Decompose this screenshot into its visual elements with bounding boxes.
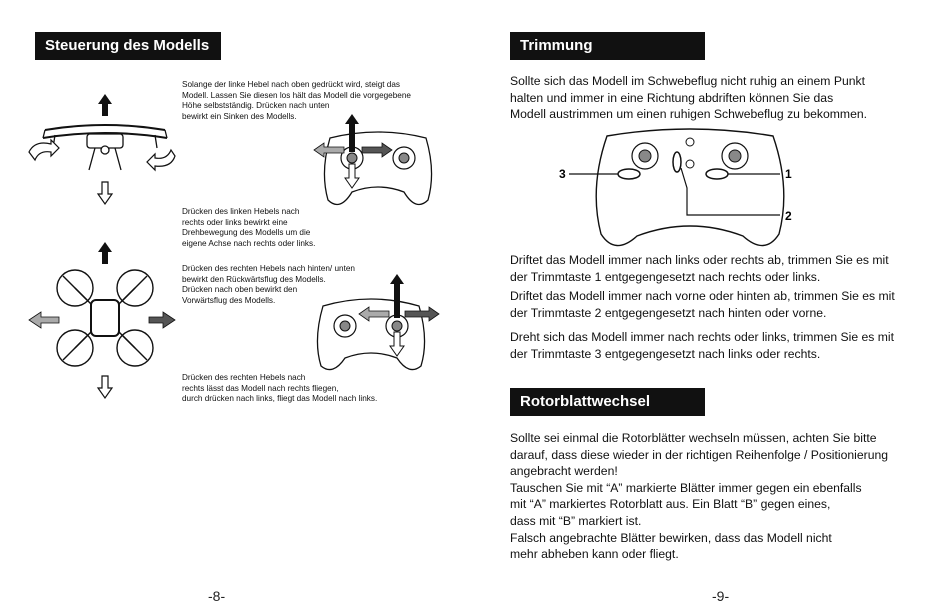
callout-3: 3: [559, 167, 566, 181]
arrow-up-icon: [98, 242, 112, 264]
callout-2: 2: [785, 209, 792, 223]
trim-intro-text: Sollte sich das Modell im Schwebeflug nicht ruhig an einem Punkt halten und immer in eine Richtung abdriften können Sie das Modell austrimmen um einen ruhigen Schwebeflug zu bekommen.: [510, 74, 868, 122]
text-block-yaw: Drücken des linken Hebels nach rechts oder links bewirkt eine Drehbewegung des Modells um die eigene Achse nach rechts oder links.: [182, 207, 316, 248]
rotor-text: Sollte sei einmal die Rotorblätter wechseln müssen, achten Sie bitte darauf, dass diese wieder in der richtigen Reihenfolge / Positionierung angebracht werden! Tauschen Sie mit “A” markierte Blätter immer gegen ein ebenfalls mit “A” markiertes Rotorblatt aus. Ein Blatt “B” gegen eines, dass mit “B” markiert ist. Falsch angebrachte Blätter bewirken, dass das Modell nicht mehr abheben kann oder fliegt.: [510, 431, 889, 562]
trim-paragraph-3: Dreht sich das Modell immer nach rechts oder links, trimmen Sie es mit der Trimmtaste 3 entgegengesetzt nach links oder rechts.: [510, 330, 895, 361]
rotate-left-icon: [29, 140, 59, 160]
text-block-throttle: Solange der linke Hebel nach oben gedrückt wird, steigt das Modell. Lassen Sie diesen los hält das Modell die vorgegebene Höhe selbstständig. Drücken nach unten bewirkt ein Sinken des Modells.: [182, 80, 411, 121]
section-title-rotorblattwechsel: Rotorblattwechsel: [510, 388, 705, 416]
arrow-up-icon: [98, 94, 112, 116]
section-title-trimmung: Trimmung: [510, 32, 705, 60]
arrow-down-icon: [98, 182, 112, 204]
controller-right-stick-illustration: [305, 274, 455, 379]
arrow-left-icon: [29, 312, 59, 328]
text-block-roll: Drücken des rechten Hebels nach rechts lässt das Modell nach rechts fliegen, durch drücken nach links, fliegt das Modell nach links.: [182, 373, 378, 404]
trim-paragraph-2: Driftet das Modell immer nach vorne oder hinten ab, trimmen Sie es mit der Trimmtaste 2 entgegengesetzt nach hinten oder vorne.: [510, 289, 895, 320]
drone-top-illustration: [25, 240, 190, 400]
arrow-down-icon: [98, 376, 112, 398]
page-right: [475, 0, 950, 612]
rotate-right-icon: [147, 150, 175, 170]
arrow-right-icon: [149, 312, 175, 328]
controller-trim-illustration: [559, 128, 805, 258]
controller-left-stick-illustration: [308, 112, 448, 217]
trim-paragraph-1: Driftet das Modell immer nach links oder rechts ab, trimmen Sie es mit der Trimmtaste 1 entgegengesetzt nach rechts oder links.: [510, 253, 889, 284]
drone-top-icon: [57, 270, 153, 366]
callout-1: 1: [785, 167, 792, 181]
page-number-right: -9-: [712, 588, 730, 604]
text-block-pitch: Drücken des rechten Hebels nach hinten/ unten bewirkt den Rückwärtsflug des Modells. Drücken nach oben bewirkt den Vorwärtsflug des Modells.: [182, 264, 355, 305]
section-title-steuerung: Steuerung des Modells: [35, 32, 221, 60]
drone-side-illustration: [25, 90, 190, 210]
page-number-left: -8-: [208, 588, 226, 604]
